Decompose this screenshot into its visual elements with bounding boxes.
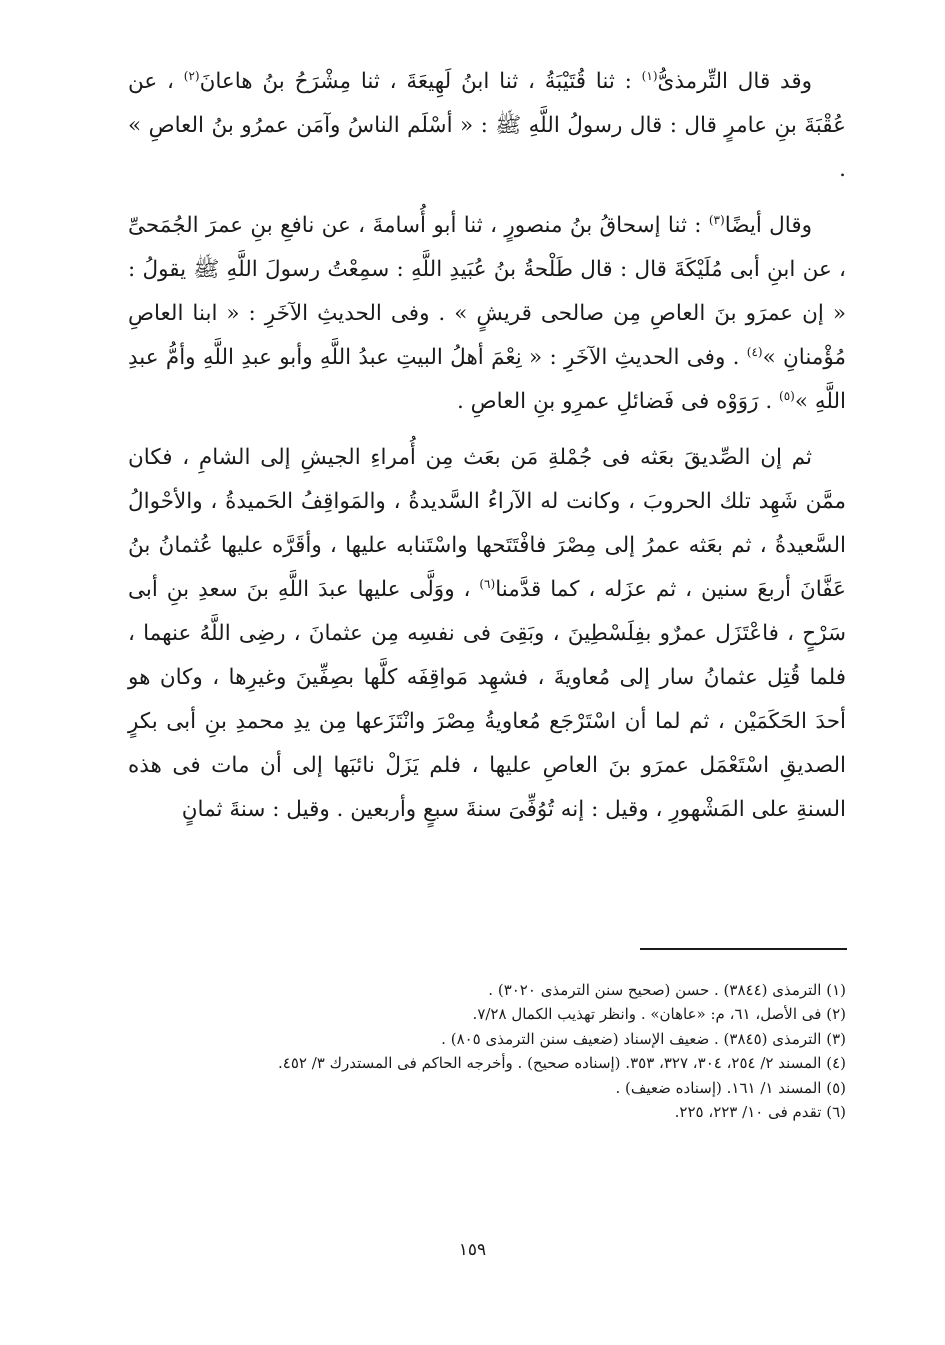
footnote: (٣) الترمذى (٣٨٤٥) . ضعيف الإسناد (ضعيف سنن الترمذى ٨٠٥) . — [441, 1029, 846, 1048]
footnote-divider — [640, 948, 847, 950]
text-run: ، عن عُقْبَةَ بنِ عامرٍ قال : قال رسولُ اللَّهِ ﷺ : « أسْلَم الناسُ وآمَن عمرُو بنُ العاصِ » . — [128, 69, 846, 182]
text-run: . وفى الحديثِ الآخَرِ : « نِعْمَ أهلُ البيتِ عبدُ اللَّهِ وأبو عبدِ اللَّهِ وأمُّ عبدِ اللَّهِ » — [128, 345, 846, 414]
paragraph — [128, 60, 846, 192]
footnote: (٦) تقدم فى ١٠/ ٢٢٣، ٢٢٥. — [674, 1103, 846, 1122]
footnote-ref: (٤) — [746, 344, 763, 359]
footnote-ref: (٢) — [183, 68, 200, 83]
text-run: : ثنا إسحاقُ بنُ منصورٍ ، ثنا أبو أُسامةَ ، عن نافعِ بنِ عمرَ الجُمَحىِّ ، عن ابنِ أبى مُلَيْكَةَ قال : قال طَلْحةُ بنُ عُبَيدِ اللَّهِ : سمِعْتُ رسولَ اللَّهِ ﷺ يقولُ : « إن عمرَو بنَ العاصِ مِن صالحى قريشٍ » . وفى الحديثِ الآخَرِ : « ابنا العاصِ مُؤْمنانِ » — [128, 213, 846, 370]
text-run: ثم إن الصِّديقَ بعَثه فى جُمْلةِ مَن بعَث مِن أُمراءِ الجيشِ إلى الشامِ ، فكان ممَّن شَهِد تلك الحروبَ ، وكانت له الآراءُ السَّديدةُ ، والمَواقِفُ الحَميدةُ ، والأحْوالُ السَّعيدةُ ، ثم بعَثه عمرُ إلى مِصْرَ فافْتَتَحها واسْتَنابه عليها ، وأقَرَّه عليها عُثمانُ بنُ عَفَّانَ أربعَ سنين ، ثم عزَله ، كما قدَّمنا — [128, 445, 846, 602]
main-text — [128, 60, 846, 832]
footnote: (٥) المسند ١/ ١٦١. (إسناده ضعيف) . — [615, 1078, 846, 1097]
text-run: . رَوَوْه فى فَضائلِ عمرِو بنِ العاصِ . — [457, 389, 779, 414]
footnotes — [128, 978, 846, 1124]
footnote-ref: (٦) — [479, 576, 496, 591]
footnote-ref: (١) — [641, 68, 658, 83]
text-run: وقد قال التِّرمذىُّ — [657, 69, 813, 94]
page-number: ١٥٩ — [458, 1240, 487, 1260]
text-run: وقال أيضًا — [724, 213, 812, 238]
footnote: (٤) المسند ٢/ ٢٥٤، ٣٠٤، ٣٢٧، ٣٥٣. (إسناده صحيح) . وأخرجه الحاكم فى المستدرك ٣/ ٤٥٢. — [277, 1054, 846, 1073]
footnote-ref: (٣) — [708, 212, 725, 227]
footnote-ref: (٥) — [779, 388, 795, 403]
text-run: : ثنا قُتَيْبَةُ ، ثنا ابنُ لَهِيعَةَ ، ثنا مِشْرَحُ بنُ هاعانَ — [199, 69, 642, 94]
footnote: (٢) فى الأصل، ٦١، م: «عاهان» . وانظر تهذيب الكمال ٧/٢٨. — [472, 1005, 846, 1024]
paragraph — [128, 436, 846, 832]
footnote: (١) الترمذى (٣٨٤٤) . حسن (صحيح سنن الترمذى ٣٠٢٠) . — [488, 981, 846, 999]
text-run: ، ووَلَّى عليها عبدَ اللَّهِ بنَ سعدِ بنِ أبى سَرْحٍ ، فاعْتَزَل عمرٌو بفِلَسْطِينَ ، وبَقِىَ فى نفسِه مِن عثمانَ ، رضِى اللَّهُ عنهما ، فلما قُتِل عثمانُ سار إلى مُعاويةَ ، فشهِد مَواقِفَه كلَّها بصِفِّينَ وغيرِها ، وكان هو أحدَ الحَكَمَيْن ، ثم لما أن اسْتَرْجَع مُعاويةُ مِصْرَ وانْتَزَعها مِن يدِ محمدِ بنِ أبى بكرٍ الصديقِ اسْتَعْمَل عمرَو بنَ العاصِ عليها ، فلم يَزَلْ نائبَها إلى أن مات فى هذه السنةِ على المَشْهورِ ، وقيل : إنه تُوُفِّىَ سنةَ سبعٍ وأربعين . وقيل : سنةَ ثمانٍ — [128, 577, 846, 822]
paragraph — [128, 204, 846, 424]
